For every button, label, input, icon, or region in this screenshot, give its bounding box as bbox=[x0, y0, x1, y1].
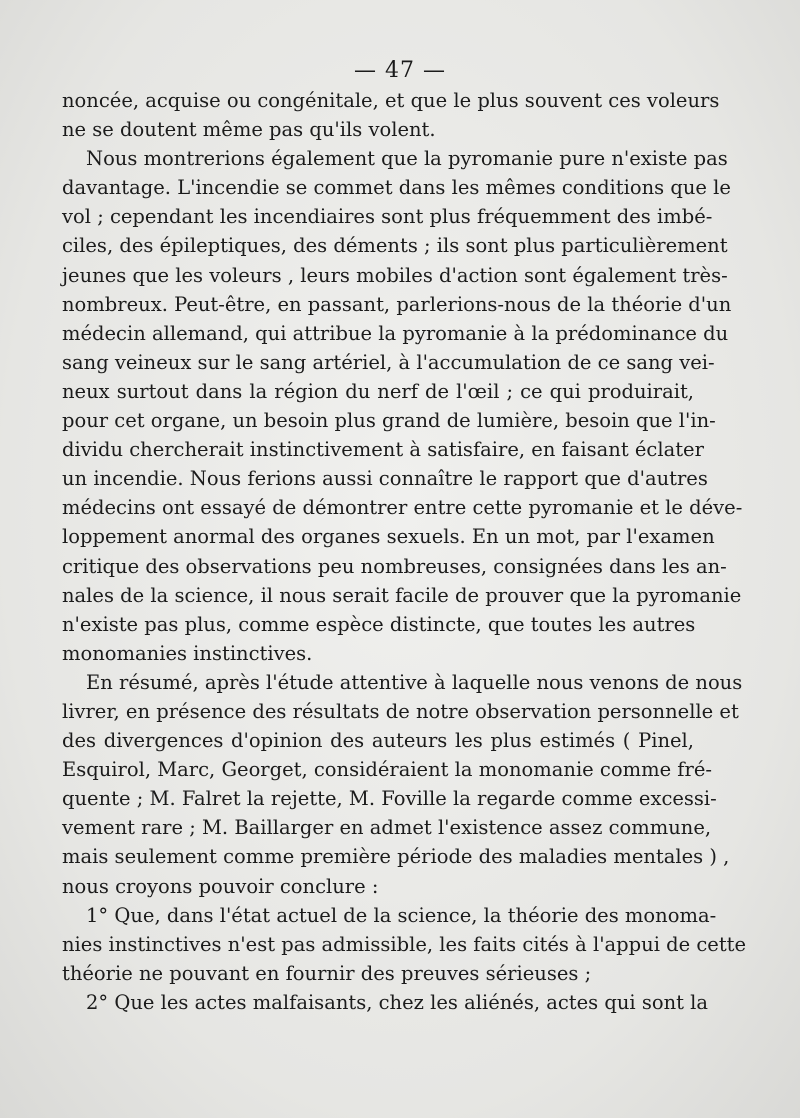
text-line: 2° Que les actes malfaisants, chez les aliénés, actes qui sont la bbox=[86, 990, 709, 1014]
text-line: n'existe pas plus, comme espèce distincte, que toutes les autres bbox=[62, 612, 696, 636]
text-line: théorie ne pouvant en fournir des preuves sérieuses ; bbox=[62, 961, 592, 985]
text-line: loppement anormal des organes sexuels. En un mot, par l'examen bbox=[62, 525, 715, 549]
text-line: En résumé, après l'étude attentive à laquelle nous venons de nous bbox=[86, 670, 743, 694]
text-line: critique des observations peu nombreuses, consignées dans les an- bbox=[62, 554, 727, 578]
text-line: sang veineux sur le sang artériel, à l'accumulation de ce sang vei- bbox=[62, 350, 715, 374]
text-line: nombreux. Peut-être, en passant, parlerions-nous de la théorie d'un bbox=[62, 292, 732, 316]
text-line: monomanies instinctives. bbox=[62, 641, 313, 665]
page-number: — 47 — bbox=[354, 58, 446, 83]
text-line: livrer, en présence des résultats de notre observation personnelle et bbox=[62, 699, 739, 723]
text-line: médecin allemand, qui attribue la pyromanie à la prédominance du bbox=[62, 321, 729, 345]
text-line: ciles, des épileptiques, des déments ; ils sont plus particulièrement bbox=[62, 234, 728, 258]
text-line: 1° Que, dans l'état actuel de la science, la théorie des monoma- bbox=[86, 903, 717, 927]
text-line: pour cet organe, un besoin plus grand de lumière, besoin que l'in- bbox=[62, 409, 716, 433]
text-line: dividu chercherait instinctivement à satisfaire, en faisant éclater bbox=[62, 438, 704, 462]
text-line: Esquirol, Marc, Georget, considéraient la monomanie comme fré- bbox=[62, 758, 712, 782]
body-text bbox=[62, 86, 747, 1017]
text-line: médecins ont essayé de démontrer entre cette pyromanie et le déve- bbox=[62, 496, 743, 520]
text-line: quente ; M. Falret la rejette, M. Foville la regarde comme excessi- bbox=[62, 787, 717, 811]
text-line: nales de la science, il nous serait facile de prouver que la pyromanie bbox=[62, 583, 742, 607]
text-line: Nous montrerions également que la pyromanie pure n'existe pas bbox=[86, 147, 728, 171]
text-line: nous croyons pouvoir conclure : bbox=[62, 874, 379, 898]
text-line: nies instinctives n'est pas admissible, les faits cités à l'appui de cette bbox=[62, 932, 747, 956]
text-line: vement rare ; M. Baillarger en admet l'existence assez commune, bbox=[62, 816, 712, 840]
text-line: noncée, acquise ou congénitale, et que le plus souvent ces voleurs bbox=[62, 89, 720, 112]
text-line: neux surtout dans la région du nerf de l'œil ; ce qui produirait, bbox=[62, 379, 694, 403]
text-line: davantage. L'incendie se commet dans les mêmes conditions que le bbox=[62, 176, 731, 200]
text-line: jeunes que les voleurs , leurs mobiles d'action sont également très- bbox=[62, 263, 728, 287]
text-line: des divergences d'opinion des auteurs les plus estimés ( Pinel, bbox=[62, 729, 694, 753]
text-line: un incendie. Nous ferions aussi connaître le rapport que d'autres bbox=[62, 467, 708, 491]
text-line: mais seulement comme première période des maladies mentales ) , bbox=[62, 845, 730, 869]
text-line: ne se doutent même pas qu'ils volent. bbox=[62, 118, 436, 142]
text-line: vol ; cependant les incendiaires sont plus fréquemment des imbé- bbox=[62, 205, 713, 229]
